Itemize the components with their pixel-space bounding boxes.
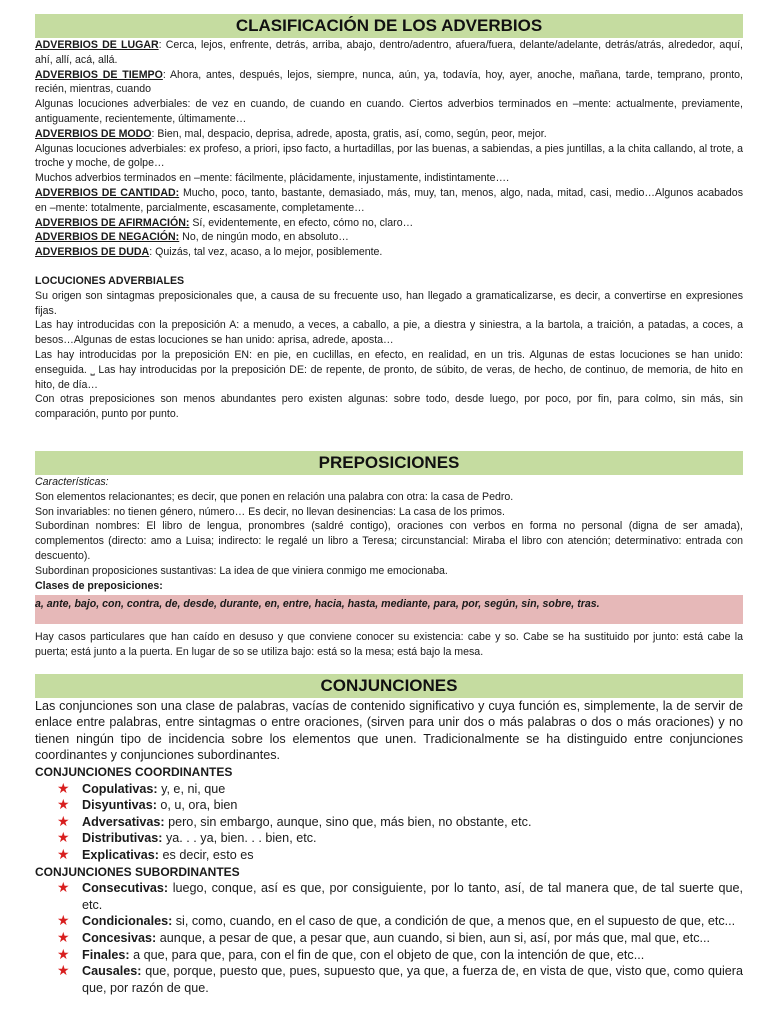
clases-list: a, ante, bajo, con, contra, de, desde, durante, en, entre, hacia, hasta, mediante, para, por, según, sin, sobre, tras. <box>35 595 743 624</box>
list-item <box>57 814 743 831</box>
subordinantes-list <box>35 880 743 996</box>
star-icon: ★ <box>57 830 70 847</box>
item-label: Explicativas: <box>82 848 160 863</box>
adverbios-afirmacion <box>35 216 743 231</box>
list-item <box>57 847 743 864</box>
modo-label: ADVERBIOS DE MODO <box>35 127 152 140</box>
item-text: y, e, ni, que <box>157 781 226 796</box>
locuciones-p3: Las hay introducidas por la preposición EN: en pie, en cuclillas, en efecto, en realidad, en un tris. Algunas de estas locuciones se han unido: enseguida. ⎵ Las hay introducidas por la preposición DE: de repente, de pronto, de súbito, de veras, de hecho, de continuo, de memoria, de hito en hito, de día… <box>35 348 743 391</box>
preposiciones-l3: Subordinan nombres: El libro de lengua, pronombres (saldré contigo), oraciones con verbos en forma no personal (digna de ser amada), complementos (directo: amo a Luisa; indirecto: le regalé un libro a Teresa; circunstancial: Miraba el libro con atención; determinativo: entrada con descuento). <box>35 520 743 562</box>
preposiciones-casos: Hay casos particulares que han caído en desuso y que conviene conocer su existencia: cabe y so. Cabe se ha sustituido por junto: está cabe la puerta; está junto a la puerta. En lugar de so se utiliza bajo: está so la mesa; está bajo la mesa. <box>35 631 743 658</box>
item-label: Condicionales: <box>82 914 173 929</box>
adverbios-modo <box>35 127 743 142</box>
adverbios-tiempo <box>35 68 743 98</box>
list-item <box>57 947 743 964</box>
item-text: es decir, esto es <box>159 848 254 863</box>
adverbios-negacion <box>35 230 743 245</box>
star-icon: ★ <box>57 780 70 797</box>
item-text: aunque, a pesar de que, a pesar que, aun cuando, si bien, aun si, así, por más que, mal que, etc... <box>156 931 710 945</box>
adverbios-title: CLASIFICACIÓN DE LOS ADVERBIOS <box>35 14 743 38</box>
cantidad-text: Mucho, poco, tanto, bastante, demasiado, más, muy, tan, menos, algo, nada, mitad, casi, medio…Algunos acabados en –mente: totalmente, parcialmente, escasamente, completamente… <box>35 186 743 214</box>
preposiciones-l1: Son elementos relacionantes; es decir, que ponen en relación una palabra con otra: la casa de Pedro. <box>35 490 514 503</box>
item-text: ya. . . ya, bien. . . bien, etc. <box>162 831 317 846</box>
locuciones-p2: Las hay introducidas con la preposición A: a menudo, a veces, a caballo, a pie, a diestra y siniestra, a la bartola, a traición, a patadas, a coces, a besos…Algunas de estas locuciones se han unido: aprisa, adrede, aposta… <box>35 319 743 347</box>
tiempo-text: : Ahora, antes, después, lejos, siempre, nunca, aún, ya, todavía, hoy, ayer, anoche, mañana, tarde, temprano, pronto, recién, mientras, cuando <box>35 68 743 96</box>
list-item <box>57 830 743 847</box>
star-icon: ★ <box>57 880 70 897</box>
preposiciones-l4: Subordinan proposiciones sustantivas: La idea de que viniera conmigo me emocionaba. <box>35 564 448 577</box>
coordinantes-heading: CONJUNCIONES COORDINANTES <box>35 765 233 780</box>
list-item <box>57 913 743 930</box>
star-icon: ★ <box>57 913 70 930</box>
star-icon: ★ <box>57 963 70 980</box>
locuciones-p1: Su origen son sintagmas preposicionales que, a causa de su frecuente uso, han llegado a gramaticalizarse, es decir, a convertirse en expresiones fijas. <box>35 289 743 317</box>
preposiciones-section <box>35 475 743 660</box>
list-item <box>57 797 743 814</box>
list-item <box>57 963 743 996</box>
star-icon: ★ <box>57 797 70 814</box>
star-icon: ★ <box>57 847 70 864</box>
list-item <box>57 880 743 913</box>
list-item <box>57 781 743 798</box>
negacion-text: No, de ningún modo, en absoluto… <box>179 231 349 244</box>
modo-locuciones: Algunas locuciones adverbiales: ex profeso, a priori, ipso facto, a hurtadillas, por las buenas, a sabiendas, a pies juntillas, a la chita callando, al trote, a troche y moche, de golpe… <box>35 142 743 170</box>
conjunciones-section <box>35 698 743 997</box>
document-page <box>35 14 743 996</box>
afirmacion-label: ADVERBIOS DE AFIRMACIÓN: <box>35 216 190 229</box>
tiempo-locuciones: Algunas locuciones adverbiales: de vez en cuando, de cuando en cuando. Ciertos adverbios terminados en –mente: actualmente, previamente, antiguamente, recientemente, últimamente… <box>35 98 743 125</box>
item-text: luego, conque, así es que, por consiguiente, por lo tanto, así, de tal manera que, de tal suerte que, etc. <box>82 881 743 912</box>
adverbios-lugar <box>35 38 743 68</box>
clases-label: Clases de preposiciones: <box>35 579 163 592</box>
adverbios-duda <box>35 245 743 260</box>
afirmacion-text: Sí, evidentemente, en efecto, cómo no, claro… <box>189 216 414 229</box>
item-text: o, u, ora, bien <box>156 798 238 813</box>
duda-label: ADVERBIOS DE DUDA <box>35 246 150 259</box>
star-icon: ★ <box>57 946 70 963</box>
lugar-label: ADVERBIOS DE LUGAR <box>35 39 159 51</box>
subordinantes-heading: CONJUNCIONES SUBORDINANTES <box>35 864 240 879</box>
item-label: Adversativas: <box>82 814 165 829</box>
item-label: Copulativas: <box>82 781 158 796</box>
item-text: pero, sin embargo, aunque, sino que, más bien, no obstante, etc. <box>164 814 532 829</box>
item-text: que, porque, puesto que, pues, supuesto que, ya que, a fuerza de, en vista de que, visto que, como quiera que, por razón de que. <box>82 964 743 995</box>
item-label: Distributivas: <box>82 831 163 846</box>
duda-text: : Quizás, tal vez, acaso, a lo mejor, posiblemente. <box>149 246 383 259</box>
item-text: a que, para que, para, con el fin de que, con el objeto de que, con la intención de que, etc... <box>129 947 645 962</box>
locuciones-p4: Con otras preposiciones son menos abundantes pero existen algunas: sobre todo, desde luego, por poco, por fin, para colmo, sin más, sin comparación, punto por punto. <box>35 393 743 421</box>
item-text: si, como, cuando, en el caso de que, a condición de que, a menos que, en el supuesto de que, etc... <box>172 914 736 929</box>
modo-text: : Bien, mal, despacio, deprisa, adrede, aposta, gratis, así, como, según, peor, mejor. <box>151 127 547 140</box>
modo-mente: Muchos adverbios terminados en –mente: fácilmente, plácidamente, injustamente, indistintamente…. <box>35 172 510 185</box>
tiempo-label: ADVERBIOS DE TIEMPO <box>35 68 163 81</box>
item-label: Concesivas: <box>82 931 157 945</box>
preposiciones-title: PREPOSICIONES <box>35 451 743 475</box>
star-icon: ★ <box>57 930 70 946</box>
star-icon: ★ <box>57 813 70 830</box>
item-label: Causales: <box>82 964 142 979</box>
negacion-label: ADVERBIOS DE NEGACIÓN: <box>35 231 180 244</box>
conjunciones-intro: Las conjunciones son una clase de palabras, vacías de contenido significativo y cuya función es, simplemente, la de servir de enlace entre palabras, entre sintagmas o entre oraciones, (sirven para unir dos o más palabras o dos o más oraciones) y no tienen ningún tipo de incidencia sobre los elementos que unen. Tradicionalmente se ha distinguido entre conjunciones coordinantes y conjunciones subordinantes. <box>35 698 743 763</box>
list-item <box>57 930 743 947</box>
item-label: Disyuntivas: <box>82 798 157 813</box>
cantidad-label: ADVERBIOS DE CANTIDAD: <box>35 186 180 199</box>
adverbios-section <box>35 38 743 422</box>
lugar-text: : Cerca, lejos, enfrente, detrás, arriba, abajo, dentro/adentro, afuera/fuera, delante/adelante, detrás/atrás, alrededor, aquí, ahí, allí, acá, allá. <box>35 39 743 66</box>
adverbios-cantidad <box>35 186 743 216</box>
coordinantes-list <box>35 781 743 864</box>
caracteristicas-label: Características: <box>35 475 109 488</box>
preposiciones-l2: Son invariables: no tienen género, número… Es decir, no llevan desinencias: La casa de los primos. <box>35 505 505 518</box>
item-label: Finales: <box>82 947 130 962</box>
locuciones-heading: LOCUCIONES ADVERBIALES <box>35 274 185 287</box>
conjunciones-title: CONJUNCIONES <box>35 674 743 698</box>
item-label: Consecutivas: <box>82 881 169 896</box>
